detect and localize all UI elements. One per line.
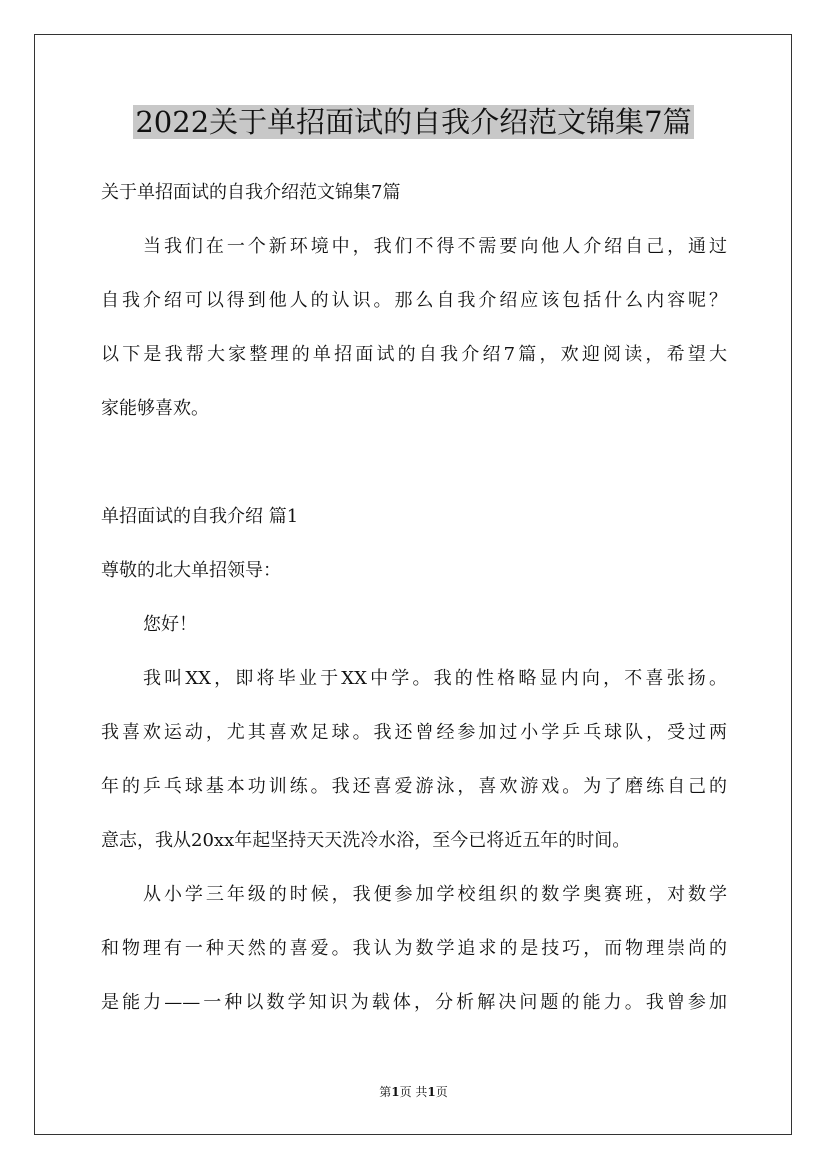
- document-body: [101, 175, 727, 1039]
- text-line: 尊敬的北大单招领导：: [101, 560, 281, 581]
- text-line: 我叫XX，即将毕业于XX中学。我的性格略显内向，不喜张扬。: [143, 668, 727, 689]
- footer-suffix: 页: [435, 1085, 448, 1099]
- text-line: 是能力——一种以数学知识为载体，分析解决问题的能力。我曾参加: [101, 992, 727, 1013]
- document-title-text: 2022关于单招面试的自我介绍范文锦集7篇: [135, 105, 692, 139]
- footer-prefix: 第: [379, 1085, 392, 1099]
- text-line: 自我介绍可以得到他人的认识。那么自我介绍应该包括什么内容呢？: [101, 290, 727, 311]
- text-line: 以下是我帮大家整理的单招面试的自我介绍7篇，欢迎阅读，希望大: [101, 344, 727, 365]
- text-line: 从小学三年级的时候，我便参加学校组织的数学奥赛班，对数学: [143, 884, 727, 905]
- text-line: 关于单招面试的自我介绍范文锦集7篇: [101, 182, 401, 203]
- text-line: 您好！: [143, 614, 197, 635]
- text-line: 当我们在一个新环境中，我们不得不需要向他人介绍自己，通过: [143, 236, 727, 257]
- text-line: 意志，我从20xx年起坚持天天洗冷水浴，至今已将近五年的时间。: [101, 830, 631, 851]
- page-footer: [0, 1083, 827, 1101]
- blank-line: [101, 445, 727, 499]
- footer-mid: 页 共: [399, 1085, 428, 1099]
- document-title: [0, 102, 827, 142]
- text-line: 我喜欢运动，尤其喜欢足球。我还曾经参加过小学乒乓球队，受过两: [101, 722, 727, 743]
- footer-total-pages: 1: [427, 1085, 436, 1099]
- text-line: 单招面试的自我介绍 篇1: [101, 506, 299, 527]
- text-line: 年的乒乓球基本功训练。我还喜爱游泳，喜欢游戏。为了磨练自己的: [101, 776, 727, 797]
- text-line: 家能够喜欢。: [101, 398, 209, 419]
- text-line: 和物理有一种天然的喜爱。我认为数学追求的是技巧，而物理崇尚的: [101, 938, 727, 959]
- footer-current-page: 1: [391, 1085, 400, 1099]
